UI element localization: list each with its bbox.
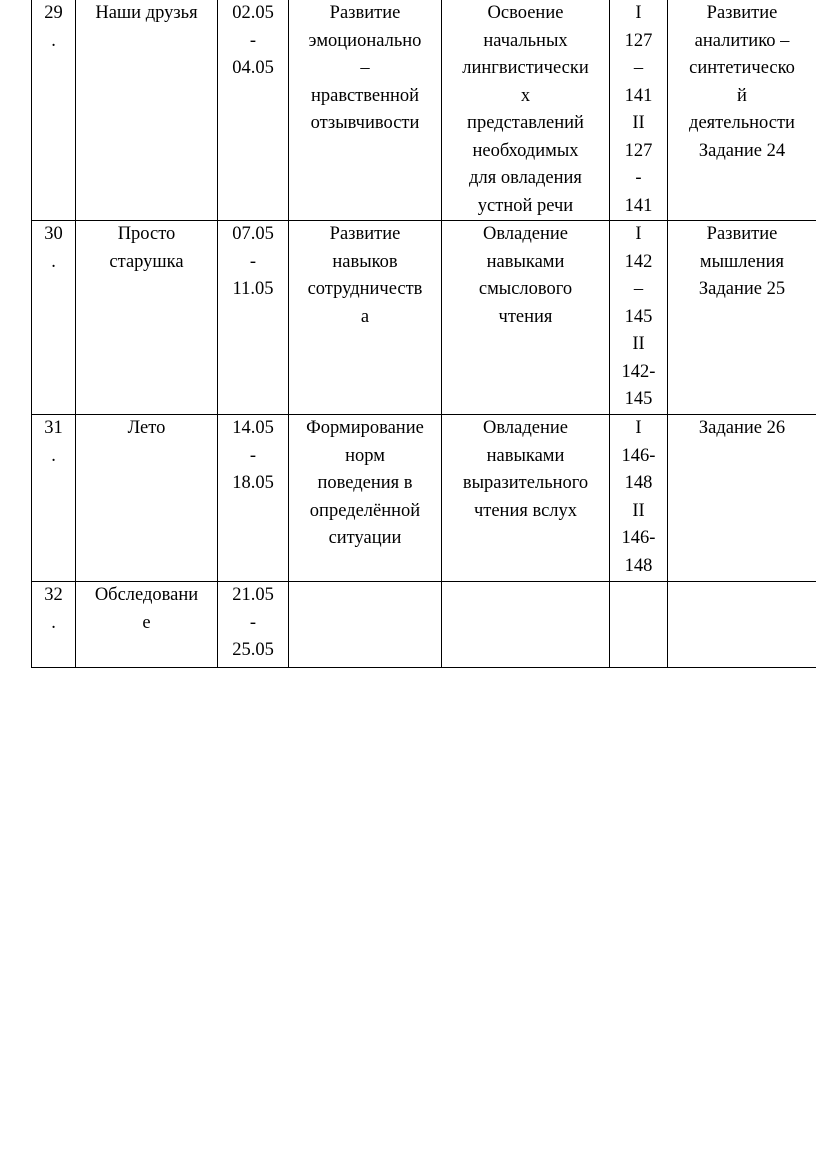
- cell-line: Развитие: [706, 3, 778, 23]
- cell-line: 07.05: [232, 224, 274, 244]
- pages-cell: [610, 221, 668, 415]
- skills-cell: [442, 0, 610, 221]
- cell-line: Овладение: [483, 418, 568, 438]
- cell-line: Лето: [127, 418, 166, 438]
- cell-line: II: [632, 113, 645, 133]
- cell-line: норм: [345, 445, 385, 466]
- cell-line: 141: [624, 85, 653, 106]
- cell-line: 145: [624, 306, 653, 327]
- cell-line: 14.05: [232, 418, 274, 438]
- cell-line: лингвистически: [462, 58, 589, 78]
- cell-line: 04.05: [232, 58, 274, 78]
- cell-line: х: [520, 85, 531, 106]
- cell-line: 02.05: [232, 3, 274, 23]
- cell-line: отзывчивости: [310, 113, 420, 133]
- cell-line: устной речи: [477, 195, 574, 216]
- cell-line: .: [51, 30, 56, 51]
- cell-line: нравственной: [310, 85, 420, 106]
- cell-line: Задание 26: [698, 418, 786, 438]
- cell-line: 145: [624, 389, 653, 409]
- cell-line: Формирование: [306, 418, 424, 438]
- table-row: [32, 0, 816, 221]
- cell-line: Обследовани: [94, 585, 199, 605]
- cell-line: смыслового: [478, 279, 573, 299]
- cell-line: е: [142, 612, 151, 633]
- cell-line: –: [633, 279, 644, 299]
- cell-line: 141: [624, 195, 653, 216]
- cell-line: II: [632, 334, 645, 354]
- task-cell: [668, 221, 816, 415]
- cell-line: старушка: [109, 251, 184, 272]
- cell-line: –: [360, 58, 370, 78]
- cell-line: 31: [44, 418, 63, 438]
- cell-line: ситуации: [328, 528, 402, 548]
- cell-line: 146-: [621, 528, 656, 548]
- cell-line: 11.05: [232, 279, 274, 299]
- lesson-dates-cell: [218, 415, 289, 582]
- table-row: [32, 221, 816, 415]
- development-goal-cell: [289, 582, 442, 668]
- lesson-topic-cell: [76, 0, 218, 221]
- pages-cell: [610, 415, 668, 582]
- cell-line: 127: [624, 140, 653, 161]
- cell-line: Задание 24: [698, 140, 786, 161]
- cell-line: эмоционально: [308, 30, 422, 51]
- cell-line: I: [635, 224, 642, 244]
- cell-line: –: [633, 58, 644, 78]
- pages-cell: [610, 582, 668, 668]
- cell-line: .: [51, 612, 56, 633]
- cell-line: -: [249, 251, 257, 272]
- cell-line: 142: [624, 251, 653, 272]
- lesson-topic-cell: [76, 221, 218, 415]
- lesson-topic-cell: [76, 415, 218, 582]
- cell-line: 29: [44, 3, 63, 23]
- cell-line: для овладения: [469, 168, 582, 188]
- cell-line: 148: [624, 473, 653, 493]
- cell-line: определённой: [309, 500, 421, 521]
- lesson-dates-cell: [218, 582, 289, 668]
- cell-line: начальных: [483, 30, 568, 51]
- cell-line: сотрудничеств: [307, 279, 423, 299]
- cell-line: Задание 25: [698, 279, 786, 299]
- cell-line: -: [635, 168, 642, 188]
- cell-line: I: [635, 3, 642, 23]
- skills-cell: [442, 582, 610, 668]
- cell-line: деятельности: [689, 113, 795, 133]
- cell-line: Просто: [117, 224, 176, 244]
- cell-line: чтения вслух: [473, 500, 578, 521]
- cell-line: представлений: [467, 113, 584, 133]
- table-row: [32, 582, 816, 668]
- cell-line: поведения в: [317, 473, 413, 493]
- cell-line: -: [249, 612, 257, 633]
- cell-line: II: [632, 500, 645, 521]
- task-cell: [668, 0, 816, 221]
- lesson-number-cell: [32, 221, 76, 415]
- pages-cell: [610, 0, 668, 221]
- cell-line: аналитико –: [694, 30, 790, 51]
- cell-line: Развитие: [329, 3, 401, 23]
- cell-line: чтения: [498, 306, 553, 327]
- cell-line: мышления: [699, 251, 785, 272]
- skills-cell: [442, 221, 610, 415]
- cell-line: 146-: [621, 445, 656, 466]
- cell-line: -: [249, 30, 257, 51]
- cell-line: 32: [44, 585, 63, 605]
- lesson-number-cell: [32, 415, 76, 582]
- lesson-dates-cell: [218, 221, 289, 415]
- cell-line: 127: [624, 30, 653, 51]
- lesson-plan-table: [31, 0, 816, 668]
- cell-line: синтетическо: [689, 58, 795, 78]
- lesson-number-cell: [32, 0, 76, 221]
- cell-line: навыками: [486, 251, 565, 272]
- cell-line: 21.05: [232, 585, 274, 605]
- cell-line: й: [737, 85, 747, 106]
- cell-line: 18.05: [232, 473, 274, 493]
- cell-line: .: [51, 445, 56, 466]
- development-goal-cell: [289, 415, 442, 582]
- cell-line: Наши друзья: [95, 3, 198, 23]
- lesson-dates-cell: [218, 0, 289, 221]
- cell-line: I: [635, 418, 642, 438]
- cell-line: выразительного: [462, 473, 589, 493]
- cell-line: 30: [44, 224, 63, 244]
- cell-line: 25.05: [232, 640, 274, 660]
- cell-line: 148: [624, 555, 653, 576]
- development-goal-cell: [289, 0, 442, 221]
- cell-line: 142-: [621, 361, 656, 382]
- task-cell: [668, 415, 816, 582]
- cell-line: а: [360, 306, 370, 327]
- lesson-plan-body: [32, 0, 816, 668]
- table-row: [32, 415, 816, 582]
- cell-line: Развитие: [706, 224, 778, 244]
- cell-line: навыков: [332, 251, 398, 272]
- cell-line: навыками: [486, 445, 565, 466]
- cell-line: Развитие: [329, 224, 401, 244]
- development-goal-cell: [289, 221, 442, 415]
- cell-line: Освоение: [487, 3, 564, 23]
- lesson-topic-cell: [76, 582, 218, 668]
- cell-line: .: [51, 251, 56, 272]
- task-cell: [668, 582, 816, 668]
- cell-line: необходимых: [472, 140, 579, 161]
- skills-cell: [442, 415, 610, 582]
- cell-line: Овладение: [483, 224, 568, 244]
- lesson-number-cell: [32, 582, 76, 668]
- cell-line: -: [249, 445, 257, 466]
